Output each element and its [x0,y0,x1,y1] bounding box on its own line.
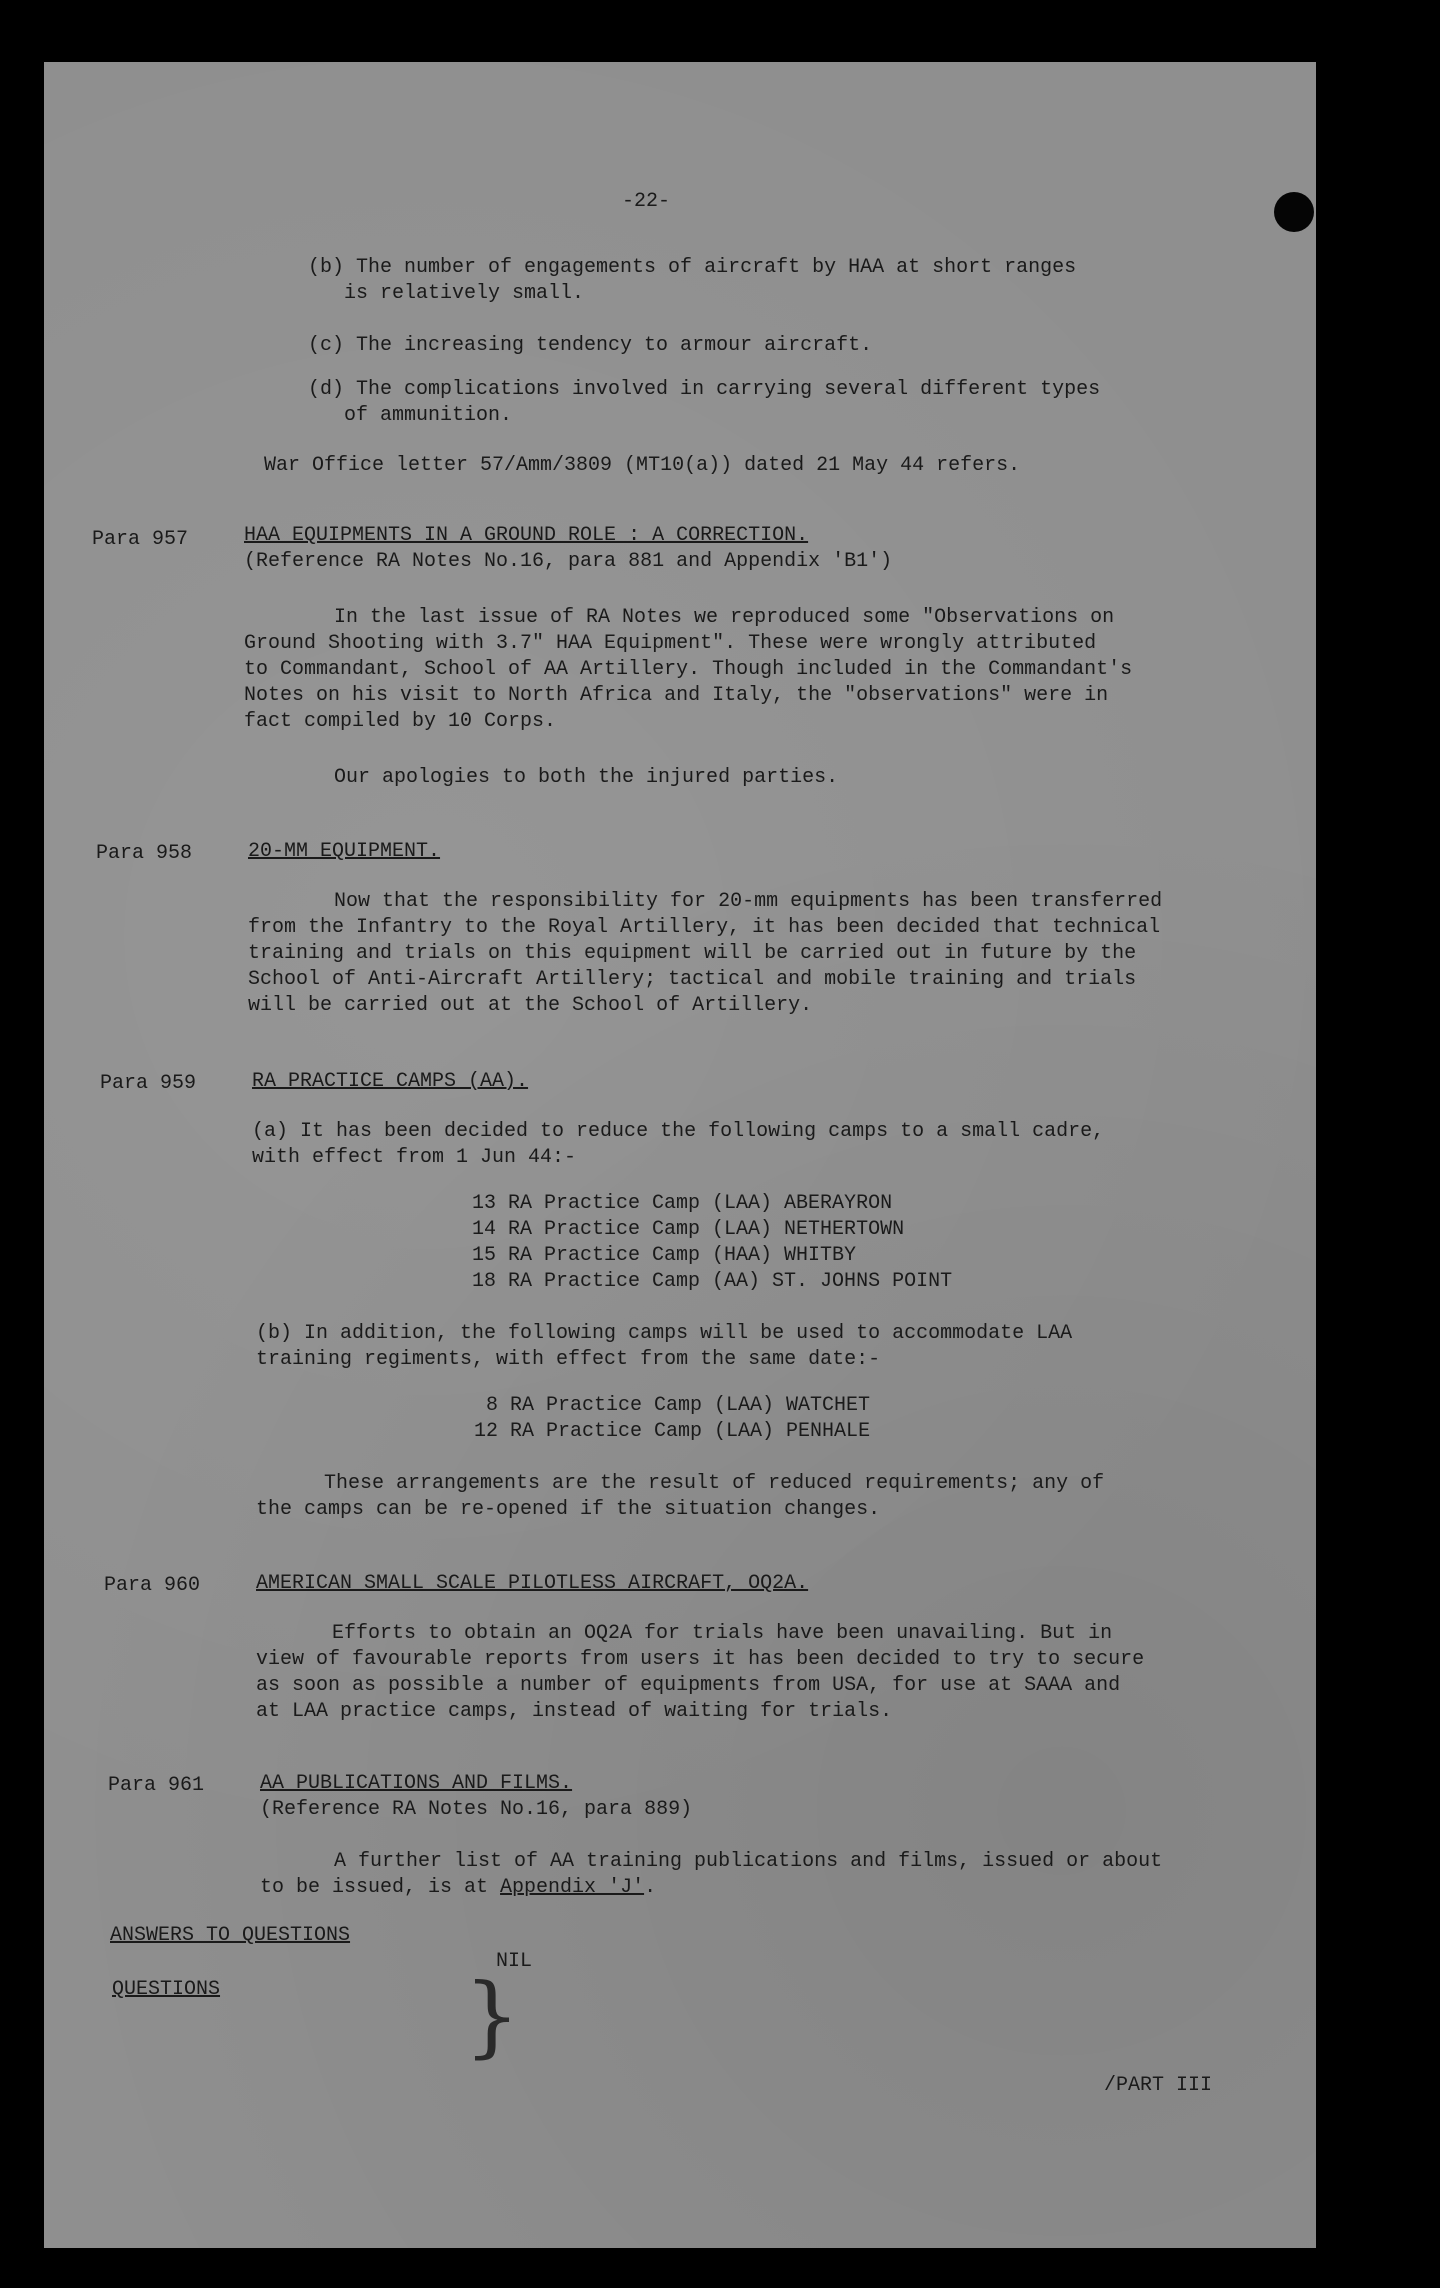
para-959-title: RA PRACTICE CAMPS (AA). [252,1070,529,1093]
para-959-a-line-1: (a) It has been decided to reduce the following camps to a small cadre, [252,1120,1105,1143]
para-959-closing-1: These arrangements are the result of reduced requirements; any of [324,1472,1105,1495]
para-957-label: Para 957 [92,528,189,551]
camp-row: 18 RA Practice Camp (AA) ST. JOHNS POINT [472,1270,953,1293]
list-item-c: (c) The increasing tendency to armour aircraft. [308,334,873,357]
answers-value: NIL [496,1950,533,1973]
para-960-line-1: Efforts to obtain an OQ2A for trials have been unavailing. But in [332,1622,1113,1645]
brace-icon: } [464,1964,520,2067]
camp-row: 12 RA Practice Camp (LAA) PENHALE [474,1420,871,1443]
para-961-label: Para 961 [108,1774,205,1797]
document-page [44,62,1316,2248]
para-960-title: AMERICAN SMALL SCALE PILOTLESS AIRCRAFT, OQ2A. [256,1572,809,1595]
para-957-line-3: to Commandant, School of AA Artillery. Though included in the Commandant's [244,658,1133,681]
para-957-line-2: Ground Shooting with 3.7" HAA Equipment". These were wrongly attributed [244,632,1097,655]
para-959-a-line-2: with effect from 1 Jun 44:- [252,1146,577,1169]
para-959-closing-2: the camps can be re-opened if the situation changes. [256,1498,881,1521]
para-958-label: Para 958 [96,842,193,865]
list-item-b-cont: is relatively small. [344,282,585,305]
para-958-title: 20-MM EQUIPMENT. [248,840,441,863]
questions-heading: QUESTIONS [112,1978,221,2001]
punch-hole [1274,192,1314,232]
para-957-apology: Our apologies to both the injured parties. [334,766,839,789]
page-footer: /PART III [1104,2074,1213,2097]
camp-row: 15 RA Practice Camp (HAA) WHITBY [472,1244,857,1267]
page-number: -22- [622,190,671,213]
para-957-line-5: fact compiled by 10 Corps. [244,710,557,733]
para-958-line-4: School of Anti-Aircraft Artillery; tactical and mobile training and trials [248,968,1137,991]
para-961-line-2-end: . [644,1876,657,1899]
para-957-line-4: Notes on his visit to North Africa and Italy, the "observations" were in [244,684,1109,707]
para-961-title: AA PUBLICATIONS AND FILMS. [260,1772,573,1795]
para-957-line-1: In the last issue of RA Notes we reproduced some "Observations on [334,606,1115,629]
camp-row: 13 RA Practice Camp (LAA) ABERAYRON [472,1192,893,1215]
list-item-b: (b) The number of engagements of aircraft by HAA at short ranges [308,256,1077,279]
camp-row: 14 RA Practice Camp (LAA) NETHERTOWN [472,1218,905,1241]
para-958-line-5: will be carried out at the School of Artillery. [248,994,813,1017]
para-961-line-2 [260,1878,656,1898]
para-961-line-1: A further list of AA training publications and films, issued or about [334,1850,1163,1873]
para-960-line-3: as soon as possible a number of equipments from USA, for use at SAAA and [256,1674,1121,1697]
para-961-line-2-text: to be issued, is at [260,1876,501,1899]
para-960-label: Para 960 [104,1574,201,1597]
para-957-title: HAA EQUIPMENTS IN A GROUND ROLE : A CORRECTION. [244,524,809,547]
para-959-b-line-1: (b) In addition, the following camps will be used to accommodate LAA [256,1322,1073,1345]
para-959-b-line-2: training regiments, with effect from the same date:- [256,1348,881,1371]
list-item-d-cont: of ammunition. [344,404,513,427]
para-957-reference: (Reference RA Notes No.16, para 881 and Appendix 'B1') [244,550,893,573]
list-item-d: (d) The complications involved in carrying several different types [308,378,1101,401]
answers-to-questions-heading: ANSWERS TO QUESTIONS [110,1924,351,1947]
para-958-line-2: from the Infantry to the Royal Artillery, it has been decided that technical [248,916,1161,939]
appendix-j-link: Appendix 'J' [500,1876,645,1899]
camp-row: 8 RA Practice Camp (LAA) WATCHET [486,1394,871,1417]
para-961-reference: (Reference RA Notes No.16, para 889) [260,1798,693,1821]
para-959-label: Para 959 [100,1072,197,1095]
para-958-line-3: training and trials on this equipment will be carried out in future by the [248,942,1137,965]
para-960-line-2: view of favourable reports from users it has been decided to try to secure [256,1648,1145,1671]
para-958-line-1: Now that the responsibility for 20-mm equipments has been transferred [334,890,1163,913]
para-960-line-4: at LAA practice camps, instead of waiting for trials. [256,1700,893,1723]
war-office-reference: War Office letter 57/Amm/3809 (MT10(a)) dated 21 May 44 refers. [264,454,1021,477]
